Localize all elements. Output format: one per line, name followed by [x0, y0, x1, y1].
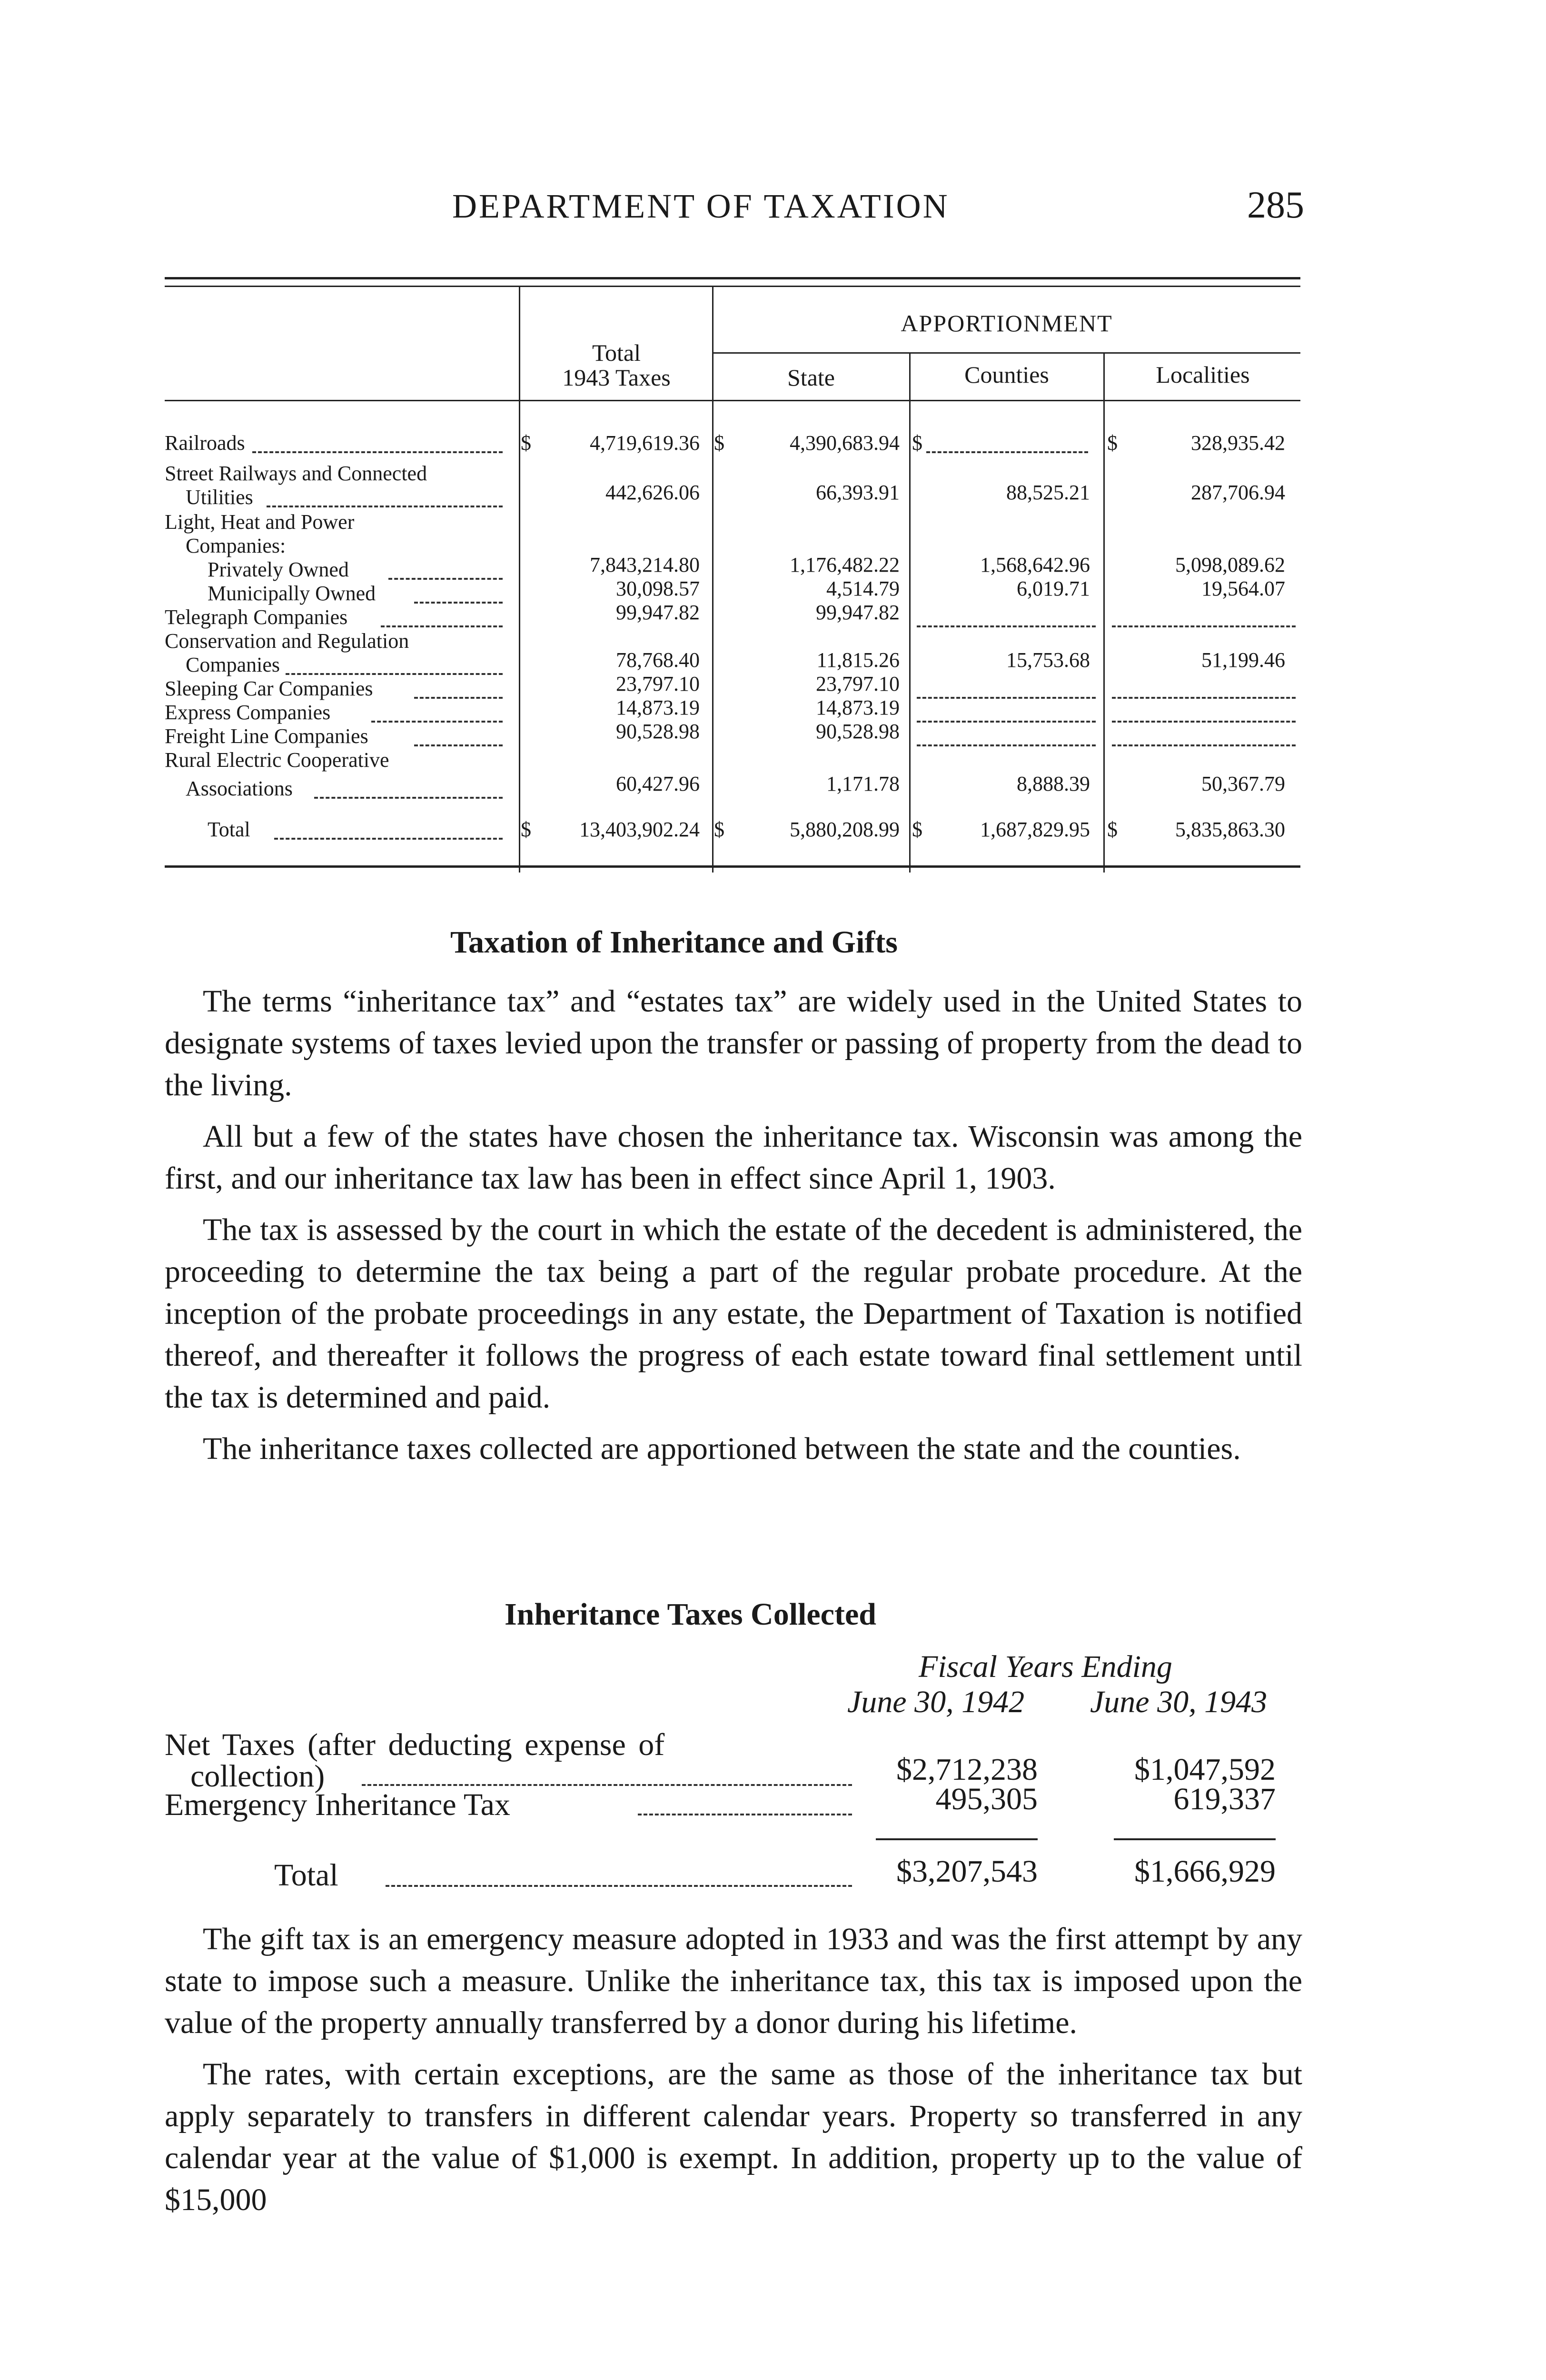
row-label: Telegraph Companies — [165, 605, 348, 629]
header-bottom-rule — [165, 400, 1300, 401]
col-group-header: Fiscal Years Ending — [919, 1649, 1172, 1684]
sum-rule — [1114, 1838, 1276, 1840]
dollar-sign: $ — [714, 818, 724, 841]
row-label: Companies — [186, 653, 280, 676]
table-top-rule-2 — [165, 286, 1300, 287]
sum-rule — [876, 1838, 1038, 1840]
leader — [917, 625, 1096, 627]
page-number: 285 — [1247, 184, 1304, 226]
row-label: Privately Owned — [208, 558, 349, 581]
row-label: collection) — [190, 1759, 325, 1794]
cell-state: 90,528.98 — [816, 720, 900, 743]
leader — [286, 673, 503, 675]
cell-state: 1,171.78 — [826, 772, 900, 795]
col-sep-3 — [909, 353, 911, 873]
row-label: Associations — [186, 777, 293, 800]
table-top-rule — [165, 277, 1300, 279]
leader — [388, 578, 503, 580]
row-label: Utilities — [186, 486, 253, 509]
paragraph: The gift tax is an emergency measure adopted in 1933 and was the first attempt by any state to impose such a measure. Unlike the inheritance tax, this tax is imposed upon the value of the property annually transferred by a donor during his lifetime. — [165, 1922, 1302, 2040]
cell-total: 78,768.40 — [616, 648, 700, 672]
cell-total: 442,626.06 — [605, 481, 700, 504]
cell-total: 90,528.98 — [616, 720, 700, 743]
col-header-apportionment: APPORTIONMENT — [901, 310, 1113, 337]
cell-value: $2,712,238 — [896, 1752, 1038, 1787]
table-bottom-rule — [165, 865, 1300, 868]
col-header-state: State — [787, 364, 835, 391]
col-sep-1 — [519, 287, 520, 873]
body-text-gift — [165, 1918, 1302, 2221]
leader — [917, 721, 1096, 723]
dollar-sign: $ — [912, 431, 922, 455]
inheritance-table-heading: Inheritance Taxes Collected — [505, 1597, 876, 1632]
leader — [362, 1784, 852, 1786]
leader — [1112, 697, 1296, 699]
cell-state: 99,947.82 — [816, 601, 900, 624]
row-label: Street Railways and Connected — [165, 462, 427, 485]
leader — [314, 797, 503, 799]
total-label: Total — [208, 818, 250, 841]
cell-total-state: 5,880,208.99 — [790, 818, 900, 841]
cell-localities: 51,199.46 — [1201, 648, 1285, 672]
dollar-sign: $ — [714, 431, 724, 455]
col-header-total-1: Total — [592, 339, 641, 366]
row-label: Companies: — [186, 534, 286, 557]
cell-counties: 8,888.39 — [1017, 772, 1090, 795]
leader — [1112, 625, 1296, 627]
leader — [386, 1885, 852, 1887]
leader — [1112, 744, 1296, 746]
leader — [414, 697, 503, 699]
body-text — [165, 981, 1302, 1470]
row-label: Sleeping Car Companies — [165, 677, 373, 700]
col-sep-2 — [712, 287, 714, 873]
cell-total: 7,843,214.80 — [590, 553, 700, 576]
cell-total: 99,947.82 — [616, 601, 700, 624]
dollar-sign: $ — [521, 431, 531, 455]
col-header-counties: Counties — [964, 361, 1049, 388]
leader — [371, 721, 503, 723]
paragraph: The tax is assessed by the court in which the estate of the decedent is administered, the proceeding to determine the tax being a part of the regular probate procedure. At the inception of the probate proceedings in any estate, the Department of Taxation is notified thereof, and thereafter it follows the progress of each estate toward final settlement until the tax is determined and paid. — [165, 1212, 1302, 1415]
leader — [267, 506, 503, 507]
leader — [381, 625, 503, 627]
leader — [638, 1814, 852, 1815]
row-label: Emergency Inheritance Tax — [165, 1787, 510, 1822]
cell-total: 30,098.57 — [616, 577, 700, 600]
leader — [1112, 721, 1296, 723]
total-label: Total — [274, 1858, 338, 1893]
cell-total: 23,797.10 — [616, 672, 700, 695]
cell-state: 1,176,482.22 — [790, 553, 900, 576]
cell-value: $1,047,592 — [1134, 1752, 1276, 1787]
cell-state: 4,514.79 — [826, 577, 900, 600]
cell-counties: 6,019.71 — [1017, 577, 1090, 600]
cell-counties: 1,568,642.96 — [980, 553, 1090, 576]
leader — [917, 697, 1096, 699]
paragraph: The inheritance taxes collected are apportioned between the state and the counties. — [203, 1431, 1241, 1466]
dollar-sign: $ — [912, 818, 922, 841]
cell-state: 66,393.91 — [816, 481, 900, 504]
cell-localities: 19,564.07 — [1201, 577, 1285, 600]
cell-total: 14,873.19 — [616, 696, 700, 719]
section-heading: Taxation of Inheritance and Gifts — [450, 925, 898, 960]
cell-total-counties: 1,687,829.95 — [980, 818, 1090, 841]
leader — [274, 838, 503, 840]
cell-localities: 50,367.79 — [1201, 772, 1285, 795]
col-header-1942: June 30, 1942 — [847, 1685, 1025, 1719]
cell-value: 619,337 — [1173, 1782, 1276, 1816]
cell-state: 11,815.26 — [816, 648, 900, 672]
leader — [414, 744, 503, 746]
cell-state: 4,390,683.94 — [790, 431, 900, 455]
cell-state: 23,797.10 — [816, 672, 900, 695]
row-label: Freight Line Companies — [165, 724, 368, 748]
cell-state: 14,873.19 — [816, 696, 900, 719]
cell-counties: 15,753.68 — [1006, 648, 1090, 672]
leader — [926, 451, 1088, 453]
leader — [252, 451, 503, 453]
paragraph: The terms “inheritance tax” and “estates tax” are widely used in the United States to designate systems of taxes levied upon the transfer or passing of property from the dead to the living. — [165, 984, 1302, 1102]
col-header-localities: Localities — [1156, 361, 1250, 388]
paragraph: All but a few of the states have chosen the inheritance tax. Wisconsin was among the first, and our inheritance tax law has been in effect since April 1, 1903. — [165, 1119, 1302, 1196]
col-sep-4 — [1103, 353, 1105, 873]
dollar-sign: $ — [1107, 818, 1118, 841]
apportionment-underline — [712, 352, 1300, 354]
cell-total-total: 13,403,902.24 — [579, 818, 700, 841]
cell-counties: 88,525.21 — [1006, 481, 1090, 504]
cell-total: 4,719,619.36 — [590, 431, 700, 455]
cell-value: 495,305 — [935, 1782, 1038, 1816]
row-label: Conservation and Regulation — [165, 629, 409, 653]
cell-total: $3,207,543 — [896, 1854, 1038, 1889]
row-label: Express Companies — [165, 701, 331, 724]
cell-localities: 5,098,089.62 — [1175, 553, 1285, 576]
dollar-sign: $ — [521, 818, 531, 841]
col-header-total-2: 1943 Taxes — [562, 364, 671, 391]
row-label: Municipally Owned — [208, 582, 376, 605]
row-label: Rural Electric Cooperative — [165, 748, 389, 772]
row-label: Railroads — [165, 431, 245, 455]
dollar-sign: $ — [1107, 431, 1118, 455]
leader — [917, 744, 1096, 746]
cell-total: $1,666,929 — [1134, 1854, 1276, 1889]
running-head: DEPARTMENT OF TAXATION — [452, 187, 950, 225]
cell-total: 60,427.96 — [616, 772, 700, 795]
cell-localities: 328,935.42 — [1191, 431, 1285, 455]
row-label: Light, Heat and Power — [165, 510, 355, 534]
paragraph: The rates, with certain exceptions, are the same as those of the inheritance tax but apply separately to transfers in different calendar years. Property so transferred in any calendar year at the value of $1,000 is exempt. In addition, property up to the value of $15,000 — [165, 2057, 1302, 2217]
cell-total-localities: 5,835,863.30 — [1175, 818, 1285, 841]
col-header-1943: June 30, 1943 — [1090, 1685, 1268, 1719]
cell-localities: 287,706.94 — [1191, 481, 1285, 504]
row-label: Net Taxes (after deducting expense of — [165, 1727, 665, 1762]
leader — [414, 602, 503, 604]
